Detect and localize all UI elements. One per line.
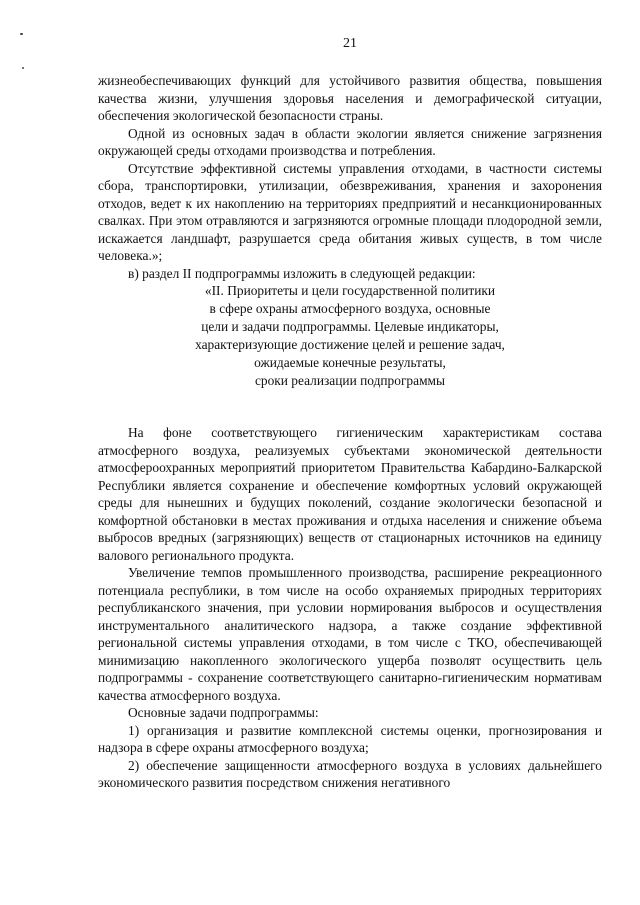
paragraph: На фоне соответствующего гигиеническим характеристикам состава атмосферного воздуха, реализуемых субъектами экономической деятельности атмосфероохранных мероприятий приоритетом Правительства Кабардино-Балкарской Республики является сохранение и обеспечение комфортных условий окружающей среды для нынешних и будущих поколений, создание экологически безопасной и комфортной обстановки в местах проживания и отдыха населения и снижение объема выбросов вредных (загрязняющих) веществ от стационарных источников на единицу валового регионального продукта. xyxy=(98,425,602,563)
section-heading xyxy=(98,282,602,390)
scan-speck xyxy=(20,33,23,35)
document-body xyxy=(98,72,602,792)
spacer xyxy=(98,390,602,424)
heading-line: характеризующие достижение целей и решение задач, xyxy=(195,337,505,352)
paragraph-continuation: жизнеобеспечивающих функций для устойчивого развития общества, повышения качества жизни, улучшения здоровья населения и демографической ситуации, обеспечения экологической безопасности страны. xyxy=(98,73,602,123)
page-number: 21 xyxy=(343,36,357,51)
document-page xyxy=(98,0,602,905)
heading-line: «II. Приоритеты и цели государственной политики xyxy=(204,283,496,298)
heading-line: ожидаемые конечные результаты, xyxy=(254,355,446,370)
paragraph: Увеличение темпов промышленного производства, расширение рекреационного потенциала республики, в том числе на особо охраняемых природных территориях республиканского значения, при условии нормирования выбросов и осуществления инструментального аналитического надзора, а также создание эффективной региональной системы управления отходами, в том числе с ТКО, обеспечивающей минимизацию накопленного экологического ущерба позволят осуществить цель подпрограммы - сохранение соответствующего санитарно-гигиеническим нормативам качества атмосферного воздуха. xyxy=(98,565,602,703)
paragraph: в) раздел II подпрограммы изложить в следующей редакции: xyxy=(128,265,476,281)
heading-line: в сфере охраны атмосферного воздуха, основные xyxy=(209,301,491,316)
heading-line: сроки реализации подпрограммы xyxy=(254,373,446,388)
paragraph: Одной из основных задач в области экологии является снижение загрязнения окружающей среды отходами производства и потребления. xyxy=(98,125,602,158)
list-item: 2) обеспечение защищенности атмосферного воздуха в условиях дальнейшего экономического развития посредством снижения негативного xyxy=(98,757,602,790)
paragraph: Основные задачи подпрограммы: xyxy=(128,705,319,720)
heading-line: цели и задачи подпрограммы. Целевые индикаторы, xyxy=(201,319,499,334)
paragraph: Отсутствие эффективной системы управления отходами, в частности системы сбора, транспортировки, утилизации, обезвреживания, хранения и захоронения отходов, ведет к их накоплению на территориях предприятий и несанкционированных свалках. При этом отравляются и загрязняются огромные площади плодородной земли, искажается ландшафт, разрушается среда обитания живых существ, в том числе человека.»; xyxy=(98,160,602,263)
scan-speck xyxy=(22,67,24,69)
list-item: 1) организация и развитие комплексной системы оценки, прогнозирования и надзора в сфере охраны атмосферного воздуха; xyxy=(98,722,602,755)
